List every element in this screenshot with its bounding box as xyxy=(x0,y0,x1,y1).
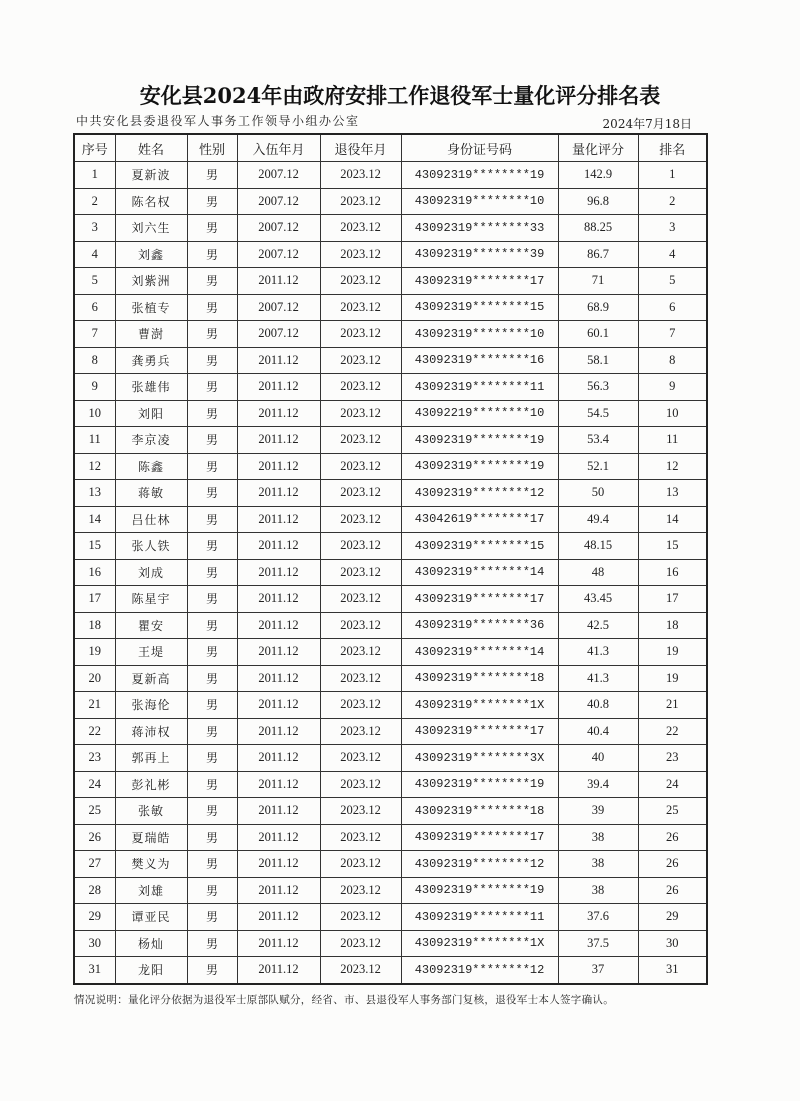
row-score: 41.3 xyxy=(558,639,638,666)
row-score: 68.9 xyxy=(558,294,638,321)
row-discharge-date: 2023.12 xyxy=(320,294,401,321)
row-index: 21 xyxy=(74,692,115,719)
row-rank: 16 xyxy=(638,559,707,586)
row-index: 3 xyxy=(74,215,115,242)
row-id-number: 43092319********12 xyxy=(401,957,558,984)
issuing-office: 中共安化县委退役军人事务工作领导小组办公室 xyxy=(76,114,360,128)
row-index: 25 xyxy=(74,798,115,825)
row-index: 10 xyxy=(74,400,115,427)
row-id-number: 43092319********14 xyxy=(401,559,558,586)
row-id-number: 43092319********18 xyxy=(401,798,558,825)
row-discharge-date: 2023.12 xyxy=(320,692,401,719)
row-enlist-date: 2011.12 xyxy=(237,771,320,798)
row-sex: 男 xyxy=(187,930,237,957)
row-enlist-date: 2011.12 xyxy=(237,400,320,427)
row-id-number: 43092319********11 xyxy=(401,904,558,931)
row-id-number: 43042619********17 xyxy=(401,506,558,533)
row-score: 142.9 xyxy=(558,162,638,189)
row-discharge-date: 2023.12 xyxy=(320,930,401,957)
table-row xyxy=(74,347,707,374)
row-sex: 男 xyxy=(187,665,237,692)
row-name: 李京凌 xyxy=(115,427,187,454)
row-sex: 男 xyxy=(187,347,237,374)
row-index: 15 xyxy=(74,533,115,560)
row-sex: 男 xyxy=(187,374,237,401)
row-sex: 男 xyxy=(187,162,237,189)
row-id-number: 43092319********10 xyxy=(401,188,558,215)
row-enlist-date: 2007.12 xyxy=(237,294,320,321)
row-enlist-date: 2011.12 xyxy=(237,506,320,533)
row-score: 53.4 xyxy=(558,427,638,454)
row-score: 49.4 xyxy=(558,506,638,533)
table-row xyxy=(74,427,707,454)
table-row xyxy=(74,453,707,480)
header-discharge-date: 退役年月 xyxy=(320,134,401,162)
row-discharge-date: 2023.12 xyxy=(320,851,401,878)
row-rank: 3 xyxy=(638,215,707,242)
row-rank: 4 xyxy=(638,241,707,268)
row-index: 23 xyxy=(74,745,115,772)
row-sex: 男 xyxy=(187,745,237,772)
row-enlist-date: 2007.12 xyxy=(237,188,320,215)
row-enlist-date: 2011.12 xyxy=(237,718,320,745)
row-id-number: 43092319********39 xyxy=(401,241,558,268)
row-discharge-date: 2023.12 xyxy=(320,321,401,348)
row-index: 13 xyxy=(74,480,115,507)
row-score: 96.8 xyxy=(558,188,638,215)
row-id-number: 43092319********19 xyxy=(401,427,558,454)
row-id-number: 43092319********19 xyxy=(401,771,558,798)
header-rank: 排名 xyxy=(638,134,707,162)
row-name: 张敏 xyxy=(115,798,187,825)
row-id-number: 43092319********17 xyxy=(401,824,558,851)
row-discharge-date: 2023.12 xyxy=(320,904,401,931)
header-index: 序号 xyxy=(74,134,115,162)
row-score: 39 xyxy=(558,798,638,825)
row-rank: 21 xyxy=(638,692,707,719)
row-index: 5 xyxy=(74,268,115,295)
row-name: 陈名权 xyxy=(115,188,187,215)
row-id-number: 43092319********14 xyxy=(401,639,558,666)
row-enlist-date: 2011.12 xyxy=(237,480,320,507)
row-enlist-date: 2011.12 xyxy=(237,586,320,613)
row-rank: 26 xyxy=(638,877,707,904)
row-name: 谭亚民 xyxy=(115,904,187,931)
row-discharge-date: 2023.12 xyxy=(320,718,401,745)
row-name: 王堤 xyxy=(115,639,187,666)
row-name: 刘鑫 xyxy=(115,241,187,268)
header-sex: 性别 xyxy=(187,134,237,162)
row-score: 42.5 xyxy=(558,612,638,639)
table-row xyxy=(74,798,707,825)
row-discharge-date: 2023.12 xyxy=(320,639,401,666)
row-sex: 男 xyxy=(187,294,237,321)
table-row xyxy=(74,824,707,851)
row-sex: 男 xyxy=(187,824,237,851)
row-id-number: 43092319********11 xyxy=(401,374,558,401)
row-index: 4 xyxy=(74,241,115,268)
row-enlist-date: 2011.12 xyxy=(237,559,320,586)
row-name: 张植专 xyxy=(115,294,187,321)
row-score: 40.4 xyxy=(558,718,638,745)
row-index: 17 xyxy=(74,586,115,613)
row-enlist-date: 2011.12 xyxy=(237,877,320,904)
table-row xyxy=(74,904,707,931)
row-id-number: 43092319********33 xyxy=(401,215,558,242)
row-score: 37 xyxy=(558,957,638,984)
row-id-number: 43092319********1X xyxy=(401,930,558,957)
table-row xyxy=(74,188,707,215)
row-enlist-date: 2007.12 xyxy=(237,241,320,268)
row-rank: 19 xyxy=(638,639,707,666)
row-index: 7 xyxy=(74,321,115,348)
row-enlist-date: 2011.12 xyxy=(237,533,320,560)
row-name: 张人铁 xyxy=(115,533,187,560)
row-index: 20 xyxy=(74,665,115,692)
row-score: 52.1 xyxy=(558,453,638,480)
row-id-number: 43092319********19 xyxy=(401,453,558,480)
row-name: 龚勇兵 xyxy=(115,347,187,374)
row-rank: 1 xyxy=(638,162,707,189)
row-index: 26 xyxy=(74,824,115,851)
row-rank: 29 xyxy=(638,904,707,931)
row-discharge-date: 2023.12 xyxy=(320,241,401,268)
row-id-number: 43092319********17 xyxy=(401,268,558,295)
row-id-number: 43092319********19 xyxy=(401,162,558,189)
row-name: 彭礼彬 xyxy=(115,771,187,798)
row-discharge-date: 2023.12 xyxy=(320,957,401,984)
row-rank: 17 xyxy=(638,586,707,613)
row-score: 39.4 xyxy=(558,771,638,798)
table-row xyxy=(74,639,707,666)
row-discharge-date: 2023.12 xyxy=(320,798,401,825)
row-rank: 2 xyxy=(638,188,707,215)
row-enlist-date: 2011.12 xyxy=(237,374,320,401)
row-index: 8 xyxy=(74,347,115,374)
row-name: 刘雄 xyxy=(115,877,187,904)
row-id-number: 43092319********17 xyxy=(401,718,558,745)
row-rank: 22 xyxy=(638,718,707,745)
row-name: 夏瑞皓 xyxy=(115,824,187,851)
row-rank: 11 xyxy=(638,427,707,454)
row-name: 陈星宇 xyxy=(115,586,187,613)
row-id-number: 43092319********16 xyxy=(401,347,558,374)
row-id-number: 43092319********17 xyxy=(401,586,558,613)
row-discharge-date: 2023.12 xyxy=(320,427,401,454)
row-index: 14 xyxy=(74,506,115,533)
row-index: 22 xyxy=(74,718,115,745)
row-rank: 6 xyxy=(638,294,707,321)
row-index: 9 xyxy=(74,374,115,401)
table-row xyxy=(74,718,707,745)
table-row xyxy=(74,957,707,984)
row-enlist-date: 2011.12 xyxy=(237,745,320,772)
row-index: 27 xyxy=(74,851,115,878)
row-discharge-date: 2023.12 xyxy=(320,347,401,374)
row-discharge-date: 2023.12 xyxy=(320,877,401,904)
row-score: 41.3 xyxy=(558,665,638,692)
row-enlist-date: 2007.12 xyxy=(237,162,320,189)
row-discharge-date: 2023.12 xyxy=(320,453,401,480)
row-index: 31 xyxy=(74,957,115,984)
row-discharge-date: 2023.12 xyxy=(320,745,401,772)
row-name: 刘阳 xyxy=(115,400,187,427)
row-rank: 15 xyxy=(638,533,707,560)
row-discharge-date: 2023.12 xyxy=(320,533,401,560)
row-score: 48.15 xyxy=(558,533,638,560)
table-row xyxy=(74,294,707,321)
row-sex: 男 xyxy=(187,904,237,931)
row-enlist-date: 2011.12 xyxy=(237,851,320,878)
row-index: 2 xyxy=(74,188,115,215)
row-score: 37.6 xyxy=(558,904,638,931)
table-row xyxy=(74,241,707,268)
row-enlist-date: 2007.12 xyxy=(237,321,320,348)
row-enlist-date: 2011.12 xyxy=(237,612,320,639)
row-id-number: 43092319********15 xyxy=(401,294,558,321)
row-rank: 23 xyxy=(638,745,707,772)
row-index: 1 xyxy=(74,162,115,189)
table-row xyxy=(74,745,707,772)
row-discharge-date: 2023.12 xyxy=(320,771,401,798)
row-score: 38 xyxy=(558,824,638,851)
row-rank: 26 xyxy=(638,851,707,878)
table-row xyxy=(74,374,707,401)
row-index: 18 xyxy=(74,612,115,639)
row-rank: 7 xyxy=(638,321,707,348)
row-sex: 男 xyxy=(187,241,237,268)
row-enlist-date: 2011.12 xyxy=(237,824,320,851)
row-sex: 男 xyxy=(187,639,237,666)
header-enlist-date: 入伍年月 xyxy=(237,134,320,162)
row-rank: 26 xyxy=(638,824,707,851)
document-title: 安化县2024年由政府安排工作退役军士量化评分排名表 xyxy=(139,83,661,108)
row-enlist-date: 2011.12 xyxy=(237,427,320,454)
row-name: 樊义为 xyxy=(115,851,187,878)
issue-date: 2024年7月18日 xyxy=(602,117,692,131)
row-name: 陈鑫 xyxy=(115,453,187,480)
row-enlist-date: 2007.12 xyxy=(237,215,320,242)
row-rank: 31 xyxy=(638,957,707,984)
row-discharge-date: 2023.12 xyxy=(320,268,401,295)
header-row xyxy=(74,134,707,162)
row-score: 40.8 xyxy=(558,692,638,719)
table-row xyxy=(74,612,707,639)
header-name: 姓名 xyxy=(115,134,187,162)
row-sex: 男 xyxy=(187,718,237,745)
table-row xyxy=(74,559,707,586)
row-score: 43.45 xyxy=(558,586,638,613)
row-discharge-date: 2023.12 xyxy=(320,374,401,401)
row-name: 刘成 xyxy=(115,559,187,586)
row-sex: 男 xyxy=(187,771,237,798)
row-index: 28 xyxy=(74,877,115,904)
row-score: 71 xyxy=(558,268,638,295)
row-score: 48 xyxy=(558,559,638,586)
explanation-note: 情况说明：量化评分依据为退役军士原部队赋分，经省、市、县退役军人事务部门复核，退役军士本人签字确认。 xyxy=(74,994,614,1006)
row-score: 58.1 xyxy=(558,347,638,374)
row-id-number: 43092219********10 xyxy=(401,400,558,427)
table-row xyxy=(74,586,707,613)
row-rank: 8 xyxy=(638,347,707,374)
row-rank: 18 xyxy=(638,612,707,639)
row-enlist-date: 2011.12 xyxy=(237,453,320,480)
row-sex: 男 xyxy=(187,215,237,242)
row-discharge-date: 2023.12 xyxy=(320,665,401,692)
row-enlist-date: 2011.12 xyxy=(237,268,320,295)
row-sex: 男 xyxy=(187,798,237,825)
row-index: 11 xyxy=(74,427,115,454)
table-row xyxy=(74,692,707,719)
row-name: 曹澍 xyxy=(115,321,187,348)
ranking-table xyxy=(73,133,708,985)
row-rank: 9 xyxy=(638,374,707,401)
row-enlist-date: 2011.12 xyxy=(237,904,320,931)
row-name: 夏新波 xyxy=(115,162,187,189)
row-rank: 10 xyxy=(638,400,707,427)
row-id-number: 43092319********3X xyxy=(401,745,558,772)
row-score: 86.7 xyxy=(558,241,638,268)
row-rank: 25 xyxy=(638,798,707,825)
row-sex: 男 xyxy=(187,692,237,719)
row-id-number: 43092319********12 xyxy=(401,851,558,878)
row-name: 瞿安 xyxy=(115,612,187,639)
row-score: 56.3 xyxy=(558,374,638,401)
row-sex: 男 xyxy=(187,453,237,480)
row-score: 50 xyxy=(558,480,638,507)
row-discharge-date: 2023.12 xyxy=(320,559,401,586)
row-discharge-date: 2023.12 xyxy=(320,824,401,851)
row-score: 88.25 xyxy=(558,215,638,242)
header-score: 量化评分 xyxy=(558,134,638,162)
row-sex: 男 xyxy=(187,188,237,215)
row-rank: 14 xyxy=(638,506,707,533)
row-sex: 男 xyxy=(187,851,237,878)
table-row xyxy=(74,665,707,692)
row-id-number: 43092319********10 xyxy=(401,321,558,348)
table-row xyxy=(74,400,707,427)
row-index: 12 xyxy=(74,453,115,480)
table-row xyxy=(74,930,707,957)
row-sex: 男 xyxy=(187,268,237,295)
row-score: 40 xyxy=(558,745,638,772)
row-name: 张海伦 xyxy=(115,692,187,719)
row-score: 38 xyxy=(558,877,638,904)
row-rank: 5 xyxy=(638,268,707,295)
row-id-number: 43092319********36 xyxy=(401,612,558,639)
row-discharge-date: 2023.12 xyxy=(320,400,401,427)
row-rank: 12 xyxy=(638,453,707,480)
row-discharge-date: 2023.12 xyxy=(320,215,401,242)
table-row xyxy=(74,851,707,878)
row-discharge-date: 2023.12 xyxy=(320,188,401,215)
row-discharge-date: 2023.12 xyxy=(320,586,401,613)
row-sex: 男 xyxy=(187,877,237,904)
row-sex: 男 xyxy=(187,427,237,454)
row-name: 夏新高 xyxy=(115,665,187,692)
row-id-number: 43092319********15 xyxy=(401,533,558,560)
row-discharge-date: 2023.12 xyxy=(320,162,401,189)
table-row xyxy=(74,533,707,560)
table-row xyxy=(74,162,707,189)
row-rank: 13 xyxy=(638,480,707,507)
row-name: 蒋沛权 xyxy=(115,718,187,745)
row-name: 吕仕林 xyxy=(115,506,187,533)
row-sex: 男 xyxy=(187,559,237,586)
table-row xyxy=(74,771,707,798)
row-discharge-date: 2023.12 xyxy=(320,480,401,507)
row-score: 38 xyxy=(558,851,638,878)
row-sex: 男 xyxy=(187,480,237,507)
row-id-number: 43092319********18 xyxy=(401,665,558,692)
row-enlist-date: 2011.12 xyxy=(237,665,320,692)
row-index: 6 xyxy=(74,294,115,321)
table-row xyxy=(74,877,707,904)
row-name: 蒋敏 xyxy=(115,480,187,507)
row-score: 60.1 xyxy=(558,321,638,348)
row-sex: 男 xyxy=(187,586,237,613)
row-name: 郭再上 xyxy=(115,745,187,772)
row-discharge-date: 2023.12 xyxy=(320,612,401,639)
row-sex: 男 xyxy=(187,533,237,560)
row-index: 19 xyxy=(74,639,115,666)
row-index: 24 xyxy=(74,771,115,798)
row-sex: 男 xyxy=(187,321,237,348)
table-row xyxy=(74,506,707,533)
row-enlist-date: 2011.12 xyxy=(237,347,320,374)
row-id-number: 43092319********19 xyxy=(401,877,558,904)
row-name: 刘六生 xyxy=(115,215,187,242)
row-discharge-date: 2023.12 xyxy=(320,506,401,533)
row-index: 29 xyxy=(74,904,115,931)
row-rank: 24 xyxy=(638,771,707,798)
row-name: 龙阳 xyxy=(115,957,187,984)
row-name: 刘紫洲 xyxy=(115,268,187,295)
row-score: 54.5 xyxy=(558,400,638,427)
row-enlist-date: 2011.12 xyxy=(237,639,320,666)
row-enlist-date: 2011.12 xyxy=(237,798,320,825)
row-enlist-date: 2011.12 xyxy=(237,930,320,957)
row-enlist-date: 2011.12 xyxy=(237,692,320,719)
header-id-number: 身份证号码 xyxy=(401,134,558,162)
row-rank: 30 xyxy=(638,930,707,957)
row-sex: 男 xyxy=(187,400,237,427)
row-index: 30 xyxy=(74,930,115,957)
row-sex: 男 xyxy=(187,506,237,533)
row-index: 16 xyxy=(74,559,115,586)
row-id-number: 43092319********1X xyxy=(401,692,558,719)
row-id-number: 43092319********12 xyxy=(401,480,558,507)
row-name: 杨灿 xyxy=(115,930,187,957)
row-rank: 19 xyxy=(638,665,707,692)
table-row xyxy=(74,480,707,507)
table-row xyxy=(74,268,707,295)
row-sex: 男 xyxy=(187,957,237,984)
row-score: 37.5 xyxy=(558,930,638,957)
row-enlist-date: 2011.12 xyxy=(237,957,320,984)
row-name: 张雄伟 xyxy=(115,374,187,401)
table-body xyxy=(74,162,707,984)
table-row xyxy=(74,321,707,348)
row-sex: 男 xyxy=(187,612,237,639)
table-row xyxy=(74,215,707,242)
